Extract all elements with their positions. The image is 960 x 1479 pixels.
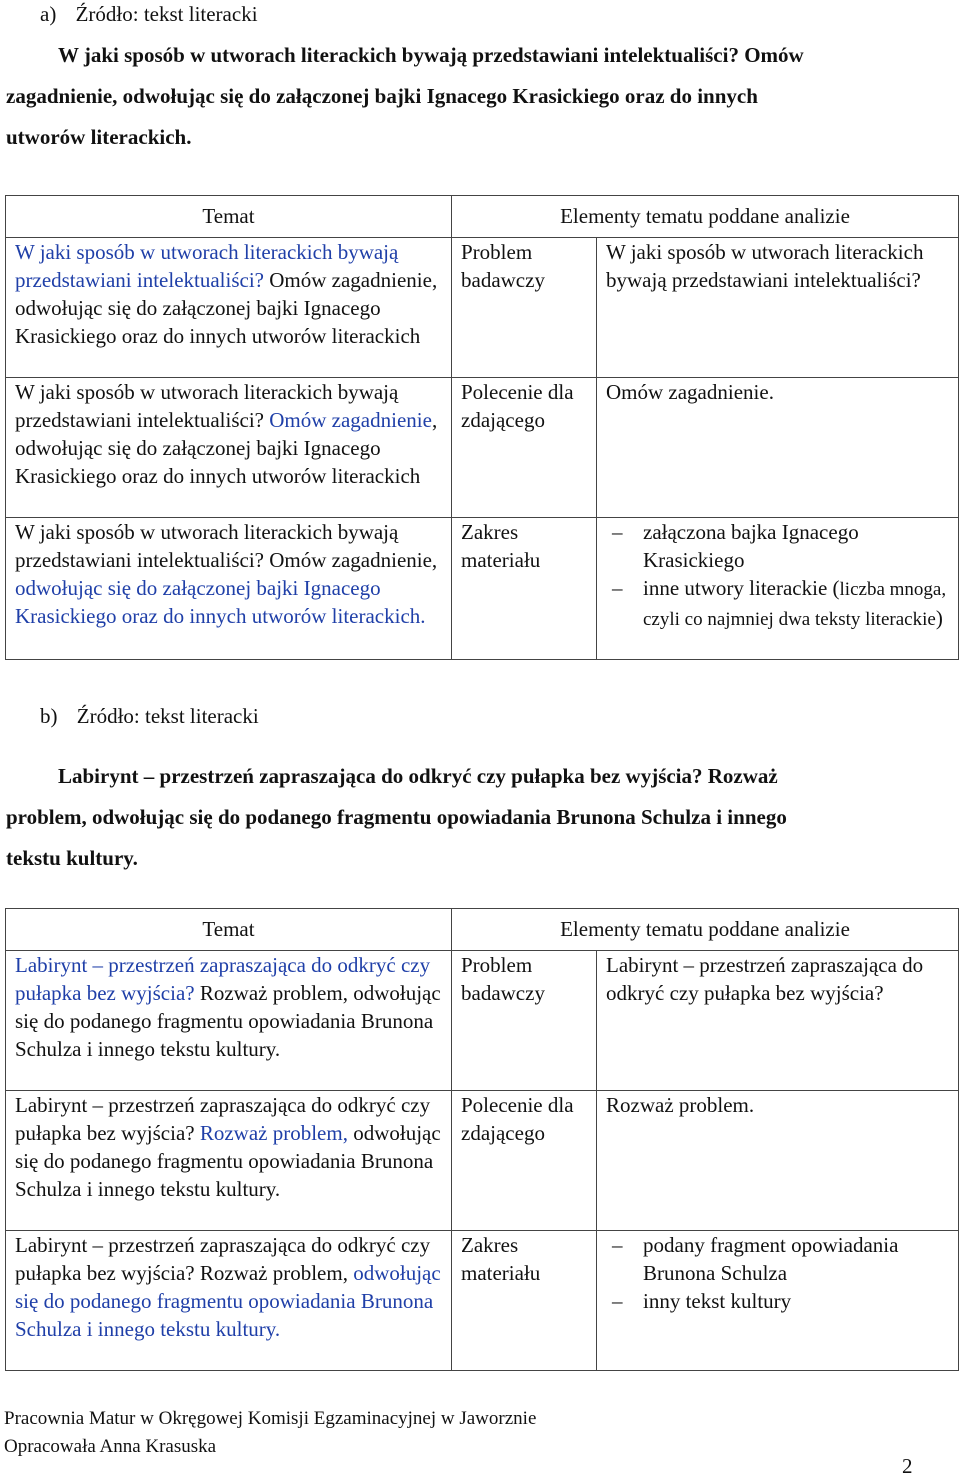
task-line: Labirynt – przestrzeń zapraszająca do odkryć czy pułapka bez wyjścia? Rozważ — [58, 764, 778, 788]
task-line: utworów literackich. — [6, 125, 192, 149]
analysis-table-b — [5, 908, 959, 1371]
topic-highlight: Omów zagadnienie — [269, 408, 432, 432]
task-line: W jaki sposób w utworach literackich bywają przedstawiani intelektualiści? Omów — [58, 43, 804, 67]
element-value: Rozważ problem. — [597, 1091, 959, 1231]
topic-cell — [6, 378, 452, 518]
topic-highlight: odwołując się do załączonej bajki Ignacego Krasickiego oraz do innych utworów literackich. — [15, 576, 426, 628]
material-list — [606, 518, 949, 634]
topic-highlight: odwołując się do podanego fragmentu opowiadania Brunona Schulza i innego tekstu kultury. — [15, 1261, 441, 1341]
topic-cell — [6, 1231, 452, 1371]
list-item-main: inne utwory literackie ( — [643, 576, 840, 600]
element-label: Polecenie dla zdającego — [452, 378, 597, 518]
section-b-heading — [40, 704, 259, 729]
topic-cell — [6, 1091, 452, 1231]
section-a-source: Źródło: tekst literacki — [75, 2, 258, 26]
header-elements: Elementy tematu poddane analizie — [452, 909, 959, 951]
table-row — [6, 1091, 959, 1231]
list-item — [606, 574, 949, 634]
section-a-letter: a) — [40, 2, 57, 26]
material-list — [606, 1231, 949, 1315]
table-row — [6, 951, 959, 1091]
task-line: zagadnienie, odwołując się do załączonej bajki Ignacego Krasickiego oraz do innych — [6, 84, 758, 108]
list-item: – podany fragment opowiadania Brunona Schulza — [606, 1231, 949, 1287]
topic-highlight: Labirynt – przestrzeń zapraszająca do odkryć czy pułapka bez wyjścia? — [15, 953, 431, 1005]
element-list-cell — [597, 1231, 959, 1371]
list-item: – inny tekst kultury — [606, 1287, 949, 1315]
topic-text: Omów zagadnienie, odwołując się do załączonej bajki Ignacego Krasickiego oraz do innych utworów literackich — [15, 268, 438, 348]
topic-text: odwołując się do podanego fragmentu opowiadania Brunona Schulza i innego tekstu kultury. — [15, 1121, 441, 1201]
section-b-letter: b) — [40, 704, 58, 728]
topic-text: Labirynt – przestrzeń zapraszająca do odkryć czy pułapka bez wyjścia? Rozważ problem, — [15, 1233, 431, 1285]
task-line: tekstu kultury. — [6, 846, 138, 870]
topic-highlight: Rozważ problem, — [199, 1121, 348, 1145]
topic-highlight: W jaki sposób w utworach literackich bywają przedstawiani intelektualiści? — [15, 240, 399, 292]
topic-text: W jaki sposób w utworach literackich bywają przedstawiani intelektualiści? — [15, 380, 399, 432]
section-b-source: Źródło: tekst literacki — [76, 704, 259, 728]
footer-line: Opracowała Anna Krasuska — [4, 1436, 217, 1457]
footer-line: Pracownia Matur w Okręgowej Komisji Egzaminacyjnej w Jaworznie — [4, 1408, 537, 1429]
topic-cell — [6, 951, 452, 1091]
topic-cell — [6, 518, 452, 660]
header-topic: Temat — [6, 909, 452, 951]
topic-text: Rozważ problem, odwołując się do podanego fragmentu opowiadania Brunona Schulza i innego tekstu kultury. — [15, 981, 441, 1061]
element-label: Problem badawczy — [452, 238, 597, 378]
task-line: problem, odwołując się do podanego fragmentu opowiadania Brunona Schulza i innego — [6, 805, 787, 829]
table-row — [6, 238, 959, 378]
section-b-task — [6, 756, 918, 879]
analysis-table-a — [5, 195, 959, 660]
list-item-end: ) — [935, 606, 943, 630]
header-topic: Temat — [6, 196, 452, 238]
table-row — [6, 378, 959, 518]
element-label: Problem badawczy — [452, 951, 597, 1091]
list-item-note: liczba mnoga, czyli co najmniej dwa teksty literackie — [643, 579, 947, 630]
list-item: – załączona bajka Ignacego Krasickiego — [606, 518, 949, 574]
section-a-task — [6, 35, 918, 158]
topic-text: Labirynt – przestrzeń zapraszająca do odkryć czy pułapka bez wyjścia? — [15, 1093, 431, 1145]
header-elements: Elementy tematu poddane analizie — [452, 196, 959, 238]
element-label: Zakres materiału — [452, 1231, 597, 1371]
element-list-cell — [597, 518, 959, 660]
table-row — [6, 518, 959, 660]
element-value: Labirynt – przestrzeń zapraszająca do odkryć czy pułapka bez wyjścia? — [597, 951, 959, 1091]
element-value: Omów zagadnienie. — [597, 378, 959, 518]
table-row — [6, 1231, 959, 1371]
topic-cell — [6, 238, 452, 378]
element-label: Polecenie dla zdającego — [452, 1091, 597, 1231]
element-label: Zakres materiału — [452, 518, 597, 660]
section-a-heading — [40, 2, 258, 27]
topic-text: W jaki sposób w utworach literackich bywają przedstawiani intelektualiści? Omów zagadnienie, — [15, 520, 438, 572]
topic-text: , odwołując się do załączonej bajki Ignacego Krasickiego oraz do innych utworów literackich — [15, 408, 438, 488]
page-number: 2 — [902, 1454, 913, 1478]
page-footer — [4, 1405, 536, 1461]
element-value: W jaki sposób w utworach literackich bywają przedstawiani intelektualiści? — [597, 238, 959, 378]
